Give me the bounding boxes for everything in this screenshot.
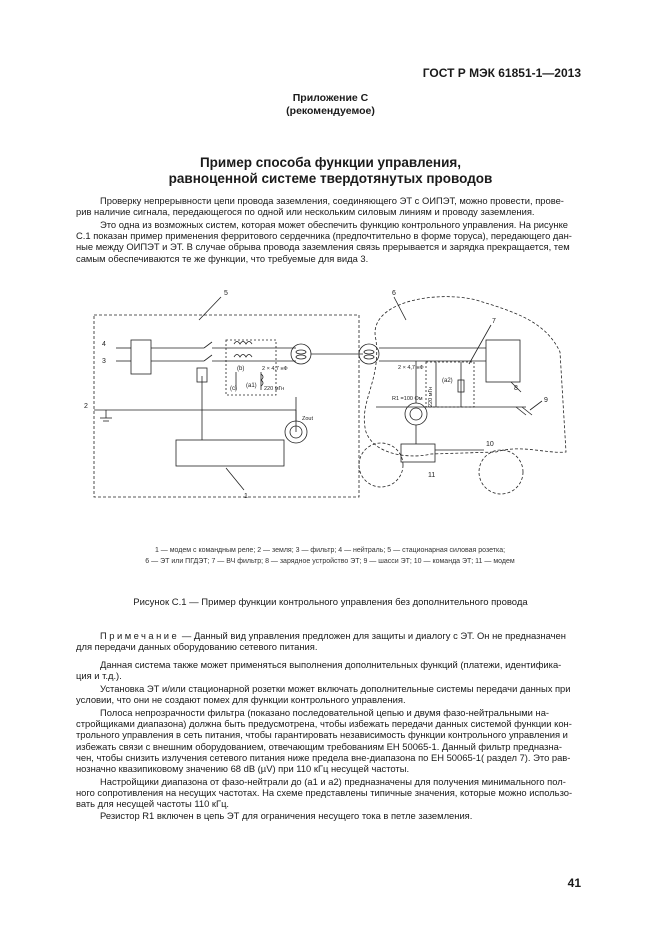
intro-paragraph-1: Проверку непрерывности цепи провода заземления, соединяющего ЭТ с ОИПЭТ, можно провести, прове- рив наличие сигнала, передающегося по одной или нескольким силовым линиям и проводу заземления. [76,195,564,218]
wheel-left [359,443,403,487]
resistor-r1-value: R1 =100 Ом [392,396,423,402]
paragraph-resistor: Резистор R1 включен в цепь ЭТ для ограничения несущего тока в петле заземления. [100,810,473,821]
note-paragraph: Примечание — Данный вид управления предложен для защиты и диалогу с ЭТ. Он не предназначен для передачи данных оборудованию сетевого питания. [76,630,566,653]
label-3: 3 [102,358,106,365]
station-socket-box [94,315,359,497]
label-b: (b) [237,366,245,372]
page-number: 41 [567,876,581,890]
label-a1: (a1) [246,383,257,389]
cap-left-value: 2 × 4,7 нФ [262,366,288,372]
paragraph-filter-band: Полоса непрозрачности фильтра (показано последовательной цепью и двумя фазо-нейтральными на- стройщиками диапазона) должна быть предусмотрена, чтобы избежать передачи данных системой функции кон- трольного управления в сеть питания, чтобы гарантировать независимость функции контрольного управления и избежать связи с внешним оборудованием, отвечающим требованиям ЕН 50065-1. Данный фильтр предназна- чен, чтобы снизить излучения сетевого питания ниже предела вне-диапазона по ЕН 50065-1( раздел 7). Это рав- нозначно квазипиковому значению 68 dB (µV) при 110 кГц несущей частоты. [76,707,572,775]
vehicle-outline [364,297,566,456]
label-a2: (a2) [442,378,453,384]
modem-relay-box [176,440,284,466]
wheel-right [479,450,523,494]
ferrite-core-right [405,403,427,425]
annex-heading [0,92,661,118]
label-5: 5 [224,290,228,297]
circuit-diagram [76,282,586,512]
section-title-line-1: Пример способа функции управления, [199,155,462,170]
annex-subtitle: (рекомендуемое) [286,105,375,117]
intro-paragraph-2: Это одна из возможных систем, которая может обеспечить функцию контрольного управления. На рисунке С.1 показан пример применения ферритового сердечника (предпочтительно в форме торуса), передающего дан- ные между ОИПЭТ и ЭТ. В случае обрыва провода заземления связь прерывается и зарядка прекращается, тем самым обеспечиваются те же функции, что требуемые для вида 3. [76,219,572,264]
paragraph-tuners: Настройщики диапазона от фазо-нейтрали до (a1 и a2) предназначены для получения минимального пол- ного сопротивления на несущих частотах. На схеме представлены типичные значения, которые можно использо- вать для несущей частоты 110 кГц. [76,776,573,810]
label-6: 6 [392,290,396,297]
paragraph-additional-functions: Данная система также может применяться выполнения дополнительных функций (платежи, идентифика- ция и т.д.). [76,659,562,682]
legend-line-1: 1 — модем с командным реле; 2 — земля; 3 — фильтр; 4 — нейтраль; 5 — стационарная силовая розетка; [154,547,506,554]
annex-title: Приложение С [292,92,369,104]
figure-caption: Рисунок С.1 — Пример функции контрольного управления без дополнительного провода [133,597,528,608]
label-10: 10 [486,441,494,448]
paragraph-installation: Установка ЭТ и/или стационарной розетки может включать дополнительные системы передачи данных при условии, что они не создают помех для функции контрольного управления. [76,683,571,706]
figure-c1 [76,282,586,512]
label-9: 9 [544,397,548,404]
note-label: Примечание [100,630,180,641]
ev-charger-box [486,340,520,382]
label-8: 8 [514,385,518,392]
label-2: 2 [84,403,88,410]
cap-right-value: 2 × 4,7 нФ [398,365,424,371]
label-4: 4 [102,341,106,348]
zout-label: Zout [302,416,314,422]
label-7: 7 [492,318,496,325]
section-title-line-2: равноценной системе твердотянутых проводов [168,171,493,186]
legend-line-2: 6 — ЭТ или ПГДЭТ; 7 — ВЧ фильтр; 8 — зарядное устройство ЭТ; 9 — шасси ЭТ; 10 — команда ЭТ; 11 — модем [145,557,515,565]
label-c: (c) [230,386,237,392]
filter-box-3 [131,340,151,374]
ev-modem-box [401,444,435,462]
figure-legend [60,546,600,567]
ind-right-value: 220 мГн [428,386,434,407]
label-1: 1 [244,493,248,500]
label-11: 11 [428,472,436,479]
document-code: ГОСТ Р МЭК 61851-1—2013 [422,66,581,80]
section-title [0,155,661,187]
ind-left-value: 220 мГн [264,386,285,392]
